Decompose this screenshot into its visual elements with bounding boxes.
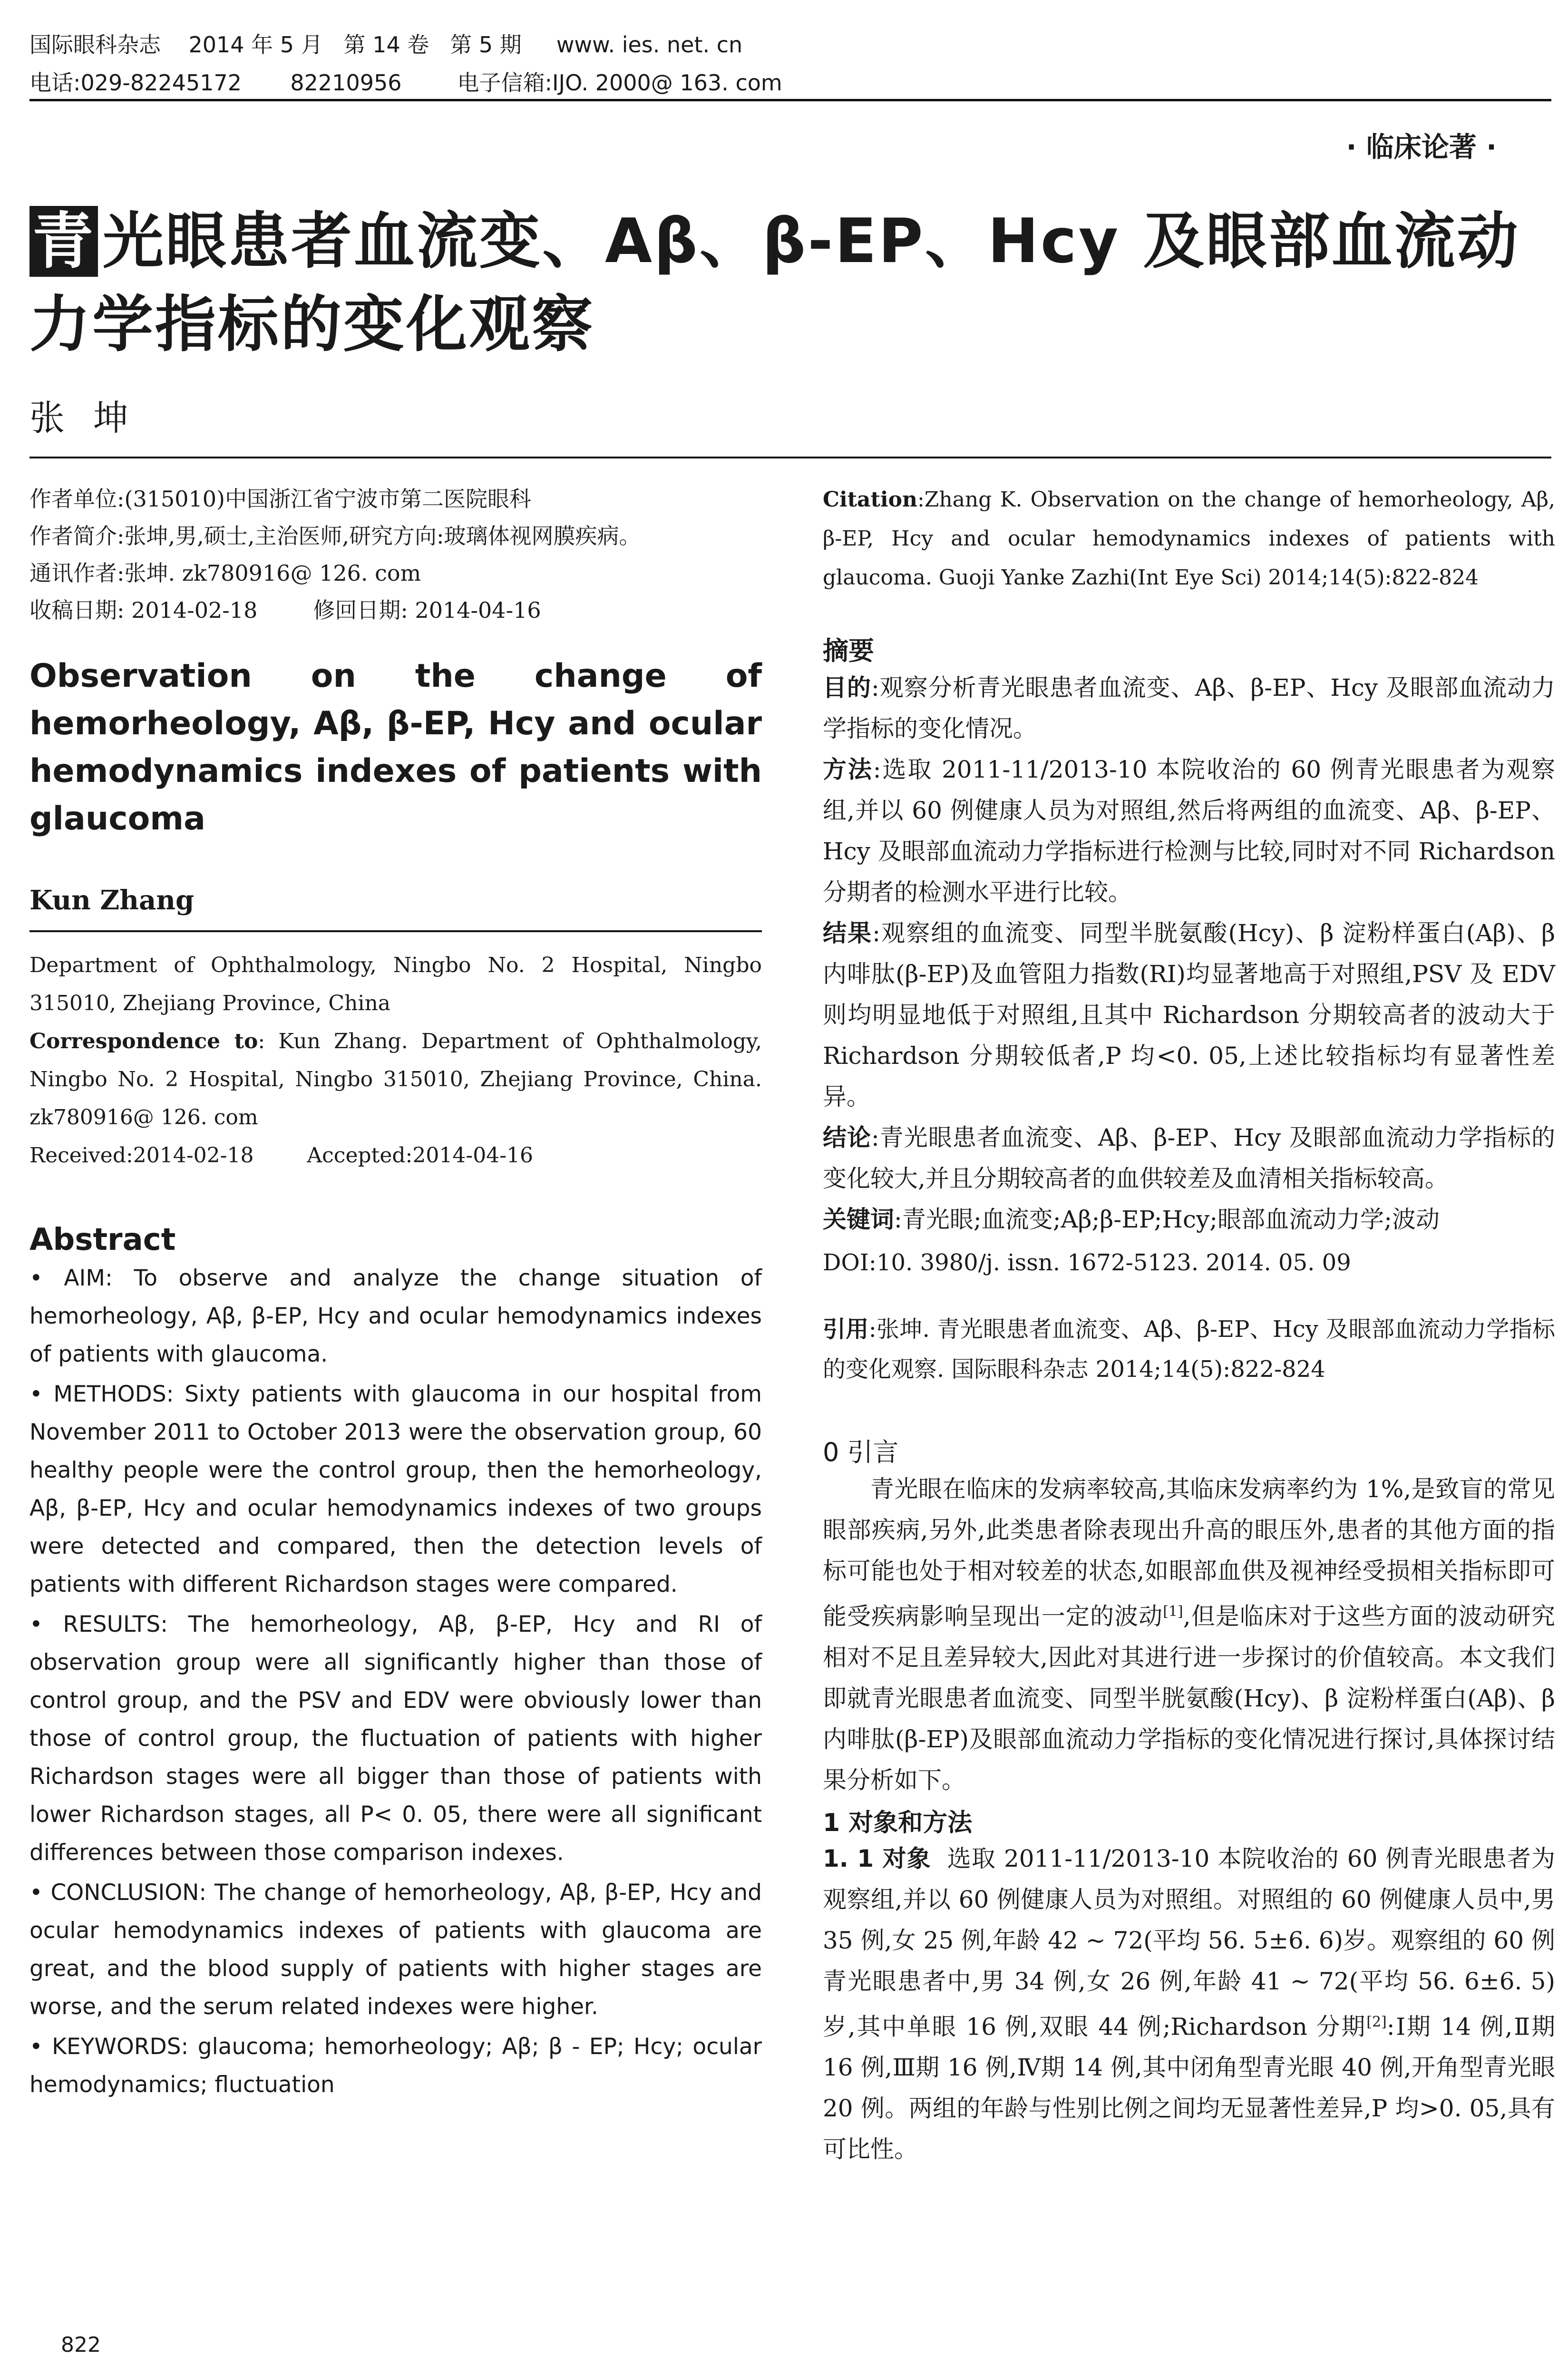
right-column [823, 480, 1563, 2170]
title-divider [29, 457, 1551, 458]
abstract-cn-heading: 摘要 [823, 636, 874, 666]
abstract-cn-results: 结果:观察组的血流变、同型半胱氨酸(Hcy)、β 淀粉样蛋白(Aβ)、β 内啡肽(β-EP)及血管阻力指数(RI)均显著地高于对照组,PSV 及 EDV 则均明显地低于对照组,且其中 Richardson 分期较高者的波动大于 Richardson 分期较低者,P 均<0. 05,上述比较指标均有显著性差异。 [823, 919, 1556, 1111]
abstract-heading: Abstract [29, 1222, 176, 1257]
correspondence-text: : Kun Zhang. Department of Ophthalmology, Ningbo No. 2 Hospital, Ningbo 315010, Zhejiang Province, China. zk780916@ 126. com [29, 1029, 762, 1130]
ref-citation-2: [2] [1366, 2013, 1387, 2030]
dates-cn: 收稿日期: 2014-02-18 修回日期: 2014-04-16 [29, 597, 541, 623]
author-separator [29, 930, 762, 932]
abstract-keywords: • KEYWORDS: glaucoma; hemorheology; Aβ; β - EP; Hcy; ocular hemodynamics; fluctuation [29, 2034, 762, 2098]
intro-heading: 0 引言 [823, 1437, 899, 1467]
citation-text: :Zhang K. Observation on the change of hemorheology, Aβ, β-EP, Hcy and ocular hemodynamics indexes of patients with glaucoma. Guoji Yanke Zazhi(Int Eye Sci) 2014;14(5):822-824 [823, 487, 1555, 590]
methods-heading: 1 对象和方法 [823, 1808, 973, 1837]
ref-citation-1: [1] [1163, 1603, 1183, 1620]
doi: DOI:10. 3980/j. issn. 1672-5123. 2014. 05. 09 [823, 1249, 1351, 1276]
abstract-methods: • METHODS: Sixty patients with glaucoma in our hospital from November 2011 to October 2013 were the observation group, 60 healthy people were the control group, then the hemorheology, Aβ, β-EP, Hcy and ocular hemodynamics indexes of two groups were detected and compared, then the detection levels of patients with different Richardson stages were compared. [29, 1381, 762, 1598]
abstract-cn-conclusion: 结论:青光眼患者血流变、Aβ、β-EP、Hcy 及眼部血流动力学指标的变化较大,并且分期较高者的血供较差及血清相关指标较高。 [823, 1124, 1555, 1192]
section-label: · 临床论著 · [1346, 131, 1497, 163]
article-title [29, 200, 1551, 366]
journal-header-line: 国际眼科杂志 2014 年 5 月 第 14 卷 第 5 期 www. ies. net. cn [29, 32, 743, 58]
author-name-cn: 张坤 [29, 398, 157, 438]
journal-contact-line: 电话:029-82245172 82210956 电子信箱:IJO. 2000@ 163. com [29, 70, 782, 96]
author-bio-cn: 作者简介:张坤,男,硕士,主治医师,研究方向:玻璃体视网膜疾病。 [29, 523, 641, 549]
citation-label: Citation [823, 487, 917, 512]
corresponding-author-cn: 通讯作者:张坤. zk780916@ 126. com [29, 560, 421, 586]
english-author: Kun Zhang [29, 885, 195, 916]
header-divider [29, 99, 1551, 101]
subjects-paragraph: 1. 1 对象 选取 2011-11/2013-10 本院收治的 60 例青光眼患者为观察组,并以 60 例健康人员为对照组。对照组的 60 例健康人员中,男 35 例,女 25 例,年龄 42 ~ 72(平均 56. 5±6. 6)岁。观察组的 60 例青光眼患者中,男 34 例,女 26 例,年龄 41 ~ 72(平均 56. 6±6. 5)岁,其中单眼 16 例,双眼 44 例;Richardson 分期[2]:Ⅰ期 14 例,Ⅱ期 16 例,Ⅲ期 16 例,Ⅳ期 14 例,其中闭角型青光眼 40 例,开角型青光眼 20 例。两组的年龄与性别比例之间均无显著性差异,P 均>0. 05,具有可比性。 [823, 1844, 1563, 2163]
title-first-char: 青 [29, 206, 98, 277]
left-column [29, 480, 762, 2104]
cite-as-cn: 引用:张坤. 青光眼患者血流变、Aβ、β-EP、Hcy 及眼部血流动力学指标的变化观察. 国际眼科杂志 2014;14(5):822-824 [823, 1316, 1555, 1383]
abstract-aim: • AIM: To observe and analyze the change situation of hemorheology, Aβ, β-EP, Hcy and ocular hemodynamics indexes of patients with glaucoma. [29, 1265, 762, 1367]
department: Department of Ophthalmology, Ningbo No. 2 Hospital, Ningbo 315010, Zhejiang Province, China [29, 953, 762, 1015]
title-rest: 光眼患者血流变、Aβ、β-EP、Hcy 及眼部血流动力学指标的变化观察 [29, 206, 1520, 360]
correspondence [29, 1023, 762, 1137]
intro-paragraph: 青光眼在临床的发病率较高,其临床发病率约为 1%,是致盲的常见眼部疾病,另外,此类患者除表现出升高的眼压外,患者的其他方面的指标可能也处于相对较差的状态,如眼部血供及视神经受损相关指标即可能受疾病影响呈现出一定的波动[1],但是临床对于这些方面的波动研究相对不足且差异较大,因此对其进行进一步探讨的价值较高。本文我们即就青光眼患者血流变、同型半胱氨酸(Hcy)、β 淀粉样蛋白(Aβ)、β 内啡肽(β-EP)及眼部血流动力学指标的变化情况进行探讨,具体探讨结果分析如下。 [823, 1475, 1556, 1794]
abstract-cn-aim: 目的:观察分析青光眼患者血流变、Aβ、β-EP、Hcy 及眼部血流动力学指标的变化情况。 [823, 674, 1555, 742]
citation [823, 480, 1555, 597]
abstract-conclusion: • CONCLUSION: The change of hemorheology, Aβ, β-EP, Hcy and ocular hemodynamics indexes of patients with glaucoma are great, and the blood supply of patients with higher stages are worse, and the serum related indexes were higher. [29, 1880, 762, 2020]
english-title: Observation on the change of hemorheology, Aβ, β-EP, Hcy and ocular hemodynamics indexes of patients with glaucoma [29, 657, 762, 838]
correspondence-label: Correspondence to [29, 1029, 258, 1053]
page-number: 822 [61, 2333, 101, 2357]
abstract-cn-keywords: 关键词:青光眼;血流变;Aβ;β-EP;Hcy;眼部血流动力学;波动 [823, 1206, 1440, 1233]
affiliation-cn: 作者单位:(315010)中国浙江省宁波市第二医院眼科 [29, 486, 531, 512]
abstract-results: • RESULTS: The hemorheology, Aβ, β-EP, Hcy and RI of observation group were all significantly higher than those of control group, and the PSV and EDV were obviously lower than those of control group, the fluctuation of patients with higher Richardson stages were all bigger than those of patients with lower Richardson stages, all P< 0. 05, there were all significant differences between those comparison indexes. [29, 1611, 762, 1866]
abstract-cn-methods: 方法:选取 2011-11/2013-10 本院收治的 60 例青光眼患者为观察组,并以 60 例健康人员为对照组,然后将两组的血流变、Aβ、β-EP、Hcy 及眼部血流动力学指标进行检测与比较,同时对不同 Richardson 分期者的检测水平进行比较。 [823, 756, 1555, 906]
received-accepted: Received:2014-02-18 Accepted:2014-04-16 [29, 1143, 534, 1168]
